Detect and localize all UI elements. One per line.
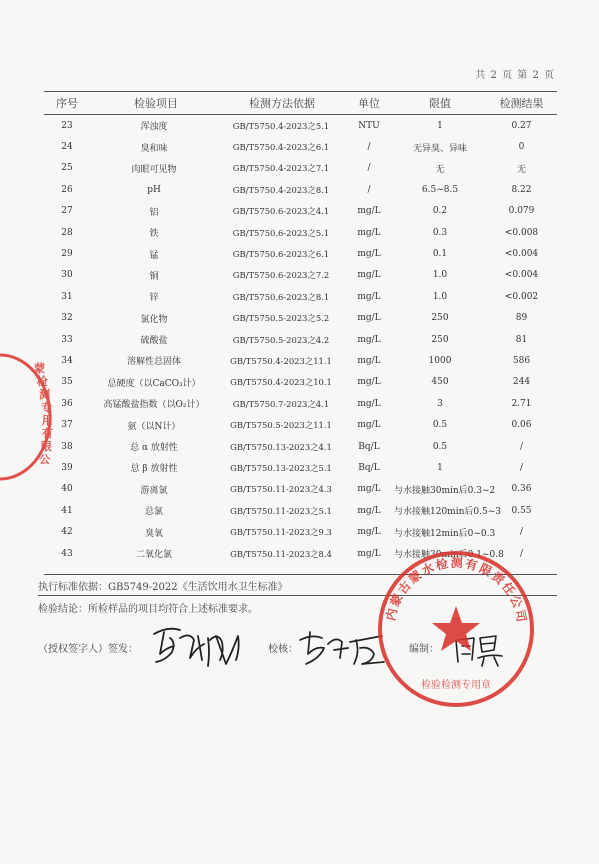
row-unit: mg/L (357, 313, 381, 324)
row-method: GB/T5750.4-2023之6.1 (232, 142, 330, 153)
row-limit: 1.0 (432, 291, 448, 302)
table-row (44, 265, 557, 286)
row-item: 锰 (149, 250, 159, 261)
row-item: 总硬度（以CaCO₃计） (107, 378, 201, 389)
row-unit: mg/L (357, 227, 381, 238)
row-method: GB/T5750.11-2023之8.4 (230, 548, 332, 559)
row-seq: 32 (61, 313, 73, 324)
col-item: 检验项目 (134, 97, 178, 110)
row-seq: 40 (61, 484, 73, 495)
col-limit: 限值 (429, 97, 451, 110)
row-unit: mg/L (357, 355, 381, 366)
row-result: 2.71 (511, 398, 532, 409)
row-seq: 23 (61, 120, 73, 131)
row-item: 铜 (149, 271, 159, 282)
row-result: / (519, 548, 524, 559)
row-limit: 无 (435, 164, 445, 175)
col-method: 检测方法依据 (249, 97, 315, 110)
table-row (44, 372, 557, 393)
row-limit: 1000 (428, 355, 452, 366)
row-result: 0.06 (511, 420, 532, 431)
seam-stamp-char: 有 (41, 427, 53, 440)
row-item: 总 α 放射性 (130, 443, 178, 454)
row-result: 0 (518, 142, 525, 153)
row-limit: 450 (431, 377, 449, 388)
row-item: 高锰酸盐指数（以O₂计） (103, 400, 205, 411)
row-seq: 36 (61, 398, 73, 409)
row-unit: mg/L (357, 548, 381, 559)
table-row (44, 136, 557, 157)
row-limit: 3 (437, 398, 443, 409)
stamp-inner-text: 检验检测专用章 (421, 680, 491, 691)
table-row (44, 350, 557, 371)
row-unit: mg/L (357, 206, 381, 217)
row-seq: 34 (61, 355, 73, 366)
row-limit: 0.3 (432, 227, 448, 238)
row-result: <0.008 (504, 227, 539, 238)
row-item: 铁 (149, 229, 159, 240)
standard-line: 执行标准依据：GB5749-2022《生活饮用水卫生标准》 (38, 582, 288, 593)
row-seq: 27 (61, 206, 73, 217)
row-item: 铝 (149, 207, 159, 218)
table-row (44, 286, 557, 307)
results-table (41, 115, 557, 564)
seam-stamp (0, 352, 58, 482)
table-row (44, 158, 557, 179)
seam-stamp-char: 专 (40, 401, 52, 414)
signatory-label: （授权签字人）签发： (38, 644, 138, 655)
row-limit: 1.0 (432, 270, 448, 281)
row-item: pH (147, 184, 161, 195)
row-limit: 与水接触30min后0.1~0.8 (394, 550, 504, 560)
row-method: GB/T5750.4-2023之11.1 (230, 355, 332, 366)
table-row (44, 414, 557, 435)
row-seq: 35 (61, 377, 73, 388)
row-result: / (519, 527, 524, 538)
row-method: GB/T5750.11-2023之5.1 (230, 505, 332, 516)
table-row (44, 479, 557, 500)
row-result: <0.002 (504, 291, 539, 302)
row-seq: 41 (61, 505, 73, 516)
row-seq: 42 (61, 527, 73, 538)
row-seq: 30 (61, 270, 73, 281)
row-seq: 38 (61, 441, 73, 452)
row-limit: 与水接触12min后0~0.3 (394, 528, 496, 539)
row-method: GB/T5750.6-2023之8.1 (232, 291, 330, 302)
row-result: 0.55 (511, 505, 532, 516)
row-item: 臭和味 (140, 143, 168, 154)
col-unit: 单位 (358, 97, 380, 110)
row-item: 肉眼可见物 (131, 164, 177, 175)
row-seq: 43 (61, 548, 73, 559)
row-item: 锌 (149, 293, 159, 304)
row-limit: 0.5 (432, 420, 448, 431)
row-item: 游离氯 (140, 485, 168, 496)
row-limit: 1 (437, 120, 443, 131)
row-seq: 31 (61, 291, 73, 302)
row-method: GB/T5750.13-2023之5.1 (230, 462, 332, 473)
col-result: 检测结果 (499, 97, 544, 110)
table-row (44, 393, 557, 414)
row-method: GB/T5750.4-2023之5.1 (232, 120, 330, 131)
row-result: / (519, 441, 524, 452)
row-limit: 0.5 (432, 441, 448, 452)
table-row (44, 436, 557, 457)
row-limit: 250 (431, 313, 449, 324)
row-item: 溶解性总固体 (126, 357, 181, 368)
table-row (44, 179, 557, 200)
row-method: GB/T5750.5-2023之5.2 (232, 313, 330, 324)
table-header (44, 92, 557, 114)
row-result: <0.004 (504, 249, 539, 260)
row-unit: mg/L (357, 484, 381, 495)
row-unit: / (367, 142, 371, 153)
col-seq: 序号 (56, 97, 78, 110)
row-limit: 250 (431, 334, 449, 345)
row-method: GB/T5750.5-2023之4.2 (232, 334, 330, 345)
seam-stamp-char: 用 (41, 414, 53, 427)
row-seq: 37 (61, 420, 73, 431)
row-unit: NTU (358, 120, 380, 131)
row-item: 浑浊度 (140, 122, 168, 133)
row-limit: 0.1 (432, 249, 448, 260)
table-row (44, 222, 557, 243)
row-limit: 6.5~8.5 (421, 184, 459, 195)
table-row (44, 329, 557, 350)
row-result: 244 (512, 377, 531, 388)
page-indicator: 共 2 页 第 2 页 (475, 70, 555, 81)
row-unit: mg/L (357, 398, 381, 409)
row-seq: 39 (61, 462, 73, 473)
row-unit: Bq/L (358, 441, 380, 452)
row-limit: 无异臭、异味 (412, 143, 467, 154)
row-unit: mg/L (357, 291, 381, 302)
row-seq: 25 (61, 163, 73, 174)
stamp-arc-text: 内蒙古蒙水检测有限责任公司 (383, 555, 530, 626)
row-seq: 28 (61, 227, 73, 238)
row-unit: mg/L (357, 420, 381, 431)
row-method: GB/T5750.11-2023之9.3 (230, 527, 332, 538)
row-item: 臭氧 (144, 528, 163, 539)
row-result: 0.079 (508, 206, 535, 217)
row-limit: 与水接触30min后0.3~2 (394, 485, 496, 496)
row-result: 586 (512, 355, 531, 366)
row-item: 总氯 (144, 507, 163, 518)
row-method: GB/T5750.6-2023之6.1 (232, 249, 330, 260)
seam-stamp-char: 蒙 (34, 362, 45, 375)
seam-stamp-char: 公 (39, 453, 51, 466)
row-result: 无 (516, 164, 526, 175)
table-row (44, 521, 557, 542)
row-result: 0.36 (511, 484, 532, 495)
inspection-stamp (375, 548, 537, 710)
row-seq: 26 (61, 184, 73, 195)
row-item: 硫酸盐 (140, 336, 168, 347)
row-method: GB/T5750.6-2023之5.1 (232, 227, 330, 238)
row-item: 氯化物 (140, 314, 168, 325)
signatory-signature (150, 618, 250, 674)
row-unit: mg/L (357, 270, 381, 281)
conclusion-line: 检验结论：所检样品的项目均符合上述标准要求。 (38, 604, 258, 615)
preparer-label: 编制： (409, 644, 439, 655)
row-method: GB/T5750.4-2023之10.1 (230, 377, 332, 388)
row-unit: / (367, 163, 371, 174)
row-item: 总 β 放射性 (130, 464, 178, 475)
row-unit: mg/L (357, 527, 381, 538)
row-method: GB/T5750.6-2023之7.2 (232, 270, 330, 281)
row-method: GB/T5750.11-2023之4.3 (230, 484, 332, 495)
row-result: 89 (515, 313, 528, 324)
seam-stamp-char: 检 (36, 375, 48, 388)
row-unit: / (367, 184, 371, 195)
row-result: 0.27 (511, 120, 532, 131)
table-row (44, 457, 557, 478)
row-method: GB/T5750.4-2023之8.1 (232, 184, 330, 195)
table-row (44, 500, 557, 521)
row-method: GB/T5750.7-2023之4.1 (232, 398, 330, 409)
row-unit: mg/L (357, 334, 381, 345)
checker-label: 校核： (268, 644, 298, 655)
row-unit: mg/L (357, 249, 381, 260)
row-unit: Bq/L (358, 462, 380, 473)
row-limit: 1 (437, 462, 443, 473)
row-result: <0.004 (504, 270, 539, 281)
row-item: 二氧化氯 (135, 550, 172, 560)
row-method: GB/T5750.6-2023之4.1 (232, 206, 330, 217)
row-result: 8.22 (511, 184, 532, 195)
table-row (44, 243, 557, 264)
row-method: GB/T5750.4-2023之7.1 (232, 163, 330, 174)
row-result: / (519, 462, 524, 473)
row-seq: 29 (61, 249, 73, 260)
table-row (44, 308, 557, 329)
row-limit: 0.2 (432, 206, 448, 217)
checker-signature (296, 628, 386, 672)
row-item: 氨（以N计） (127, 421, 181, 432)
table-row (44, 115, 557, 136)
row-result: 81 (515, 334, 528, 345)
row-unit: mg/L (357, 377, 381, 388)
seam-stamp-char: 测 (39, 388, 51, 401)
row-method: GB/T5750.5-2023之11.1 (230, 420, 332, 431)
row-unit: mg/L (357, 505, 381, 516)
row-seq: 24 (61, 142, 73, 153)
row-seq: 33 (61, 334, 73, 345)
seam-stamp-char: 限 (40, 440, 52, 453)
row-limit: 与水接触120min后0.5~3 (394, 507, 501, 518)
table-row (44, 201, 557, 222)
row-method: GB/T5750.13-2023之4.1 (230, 441, 332, 452)
